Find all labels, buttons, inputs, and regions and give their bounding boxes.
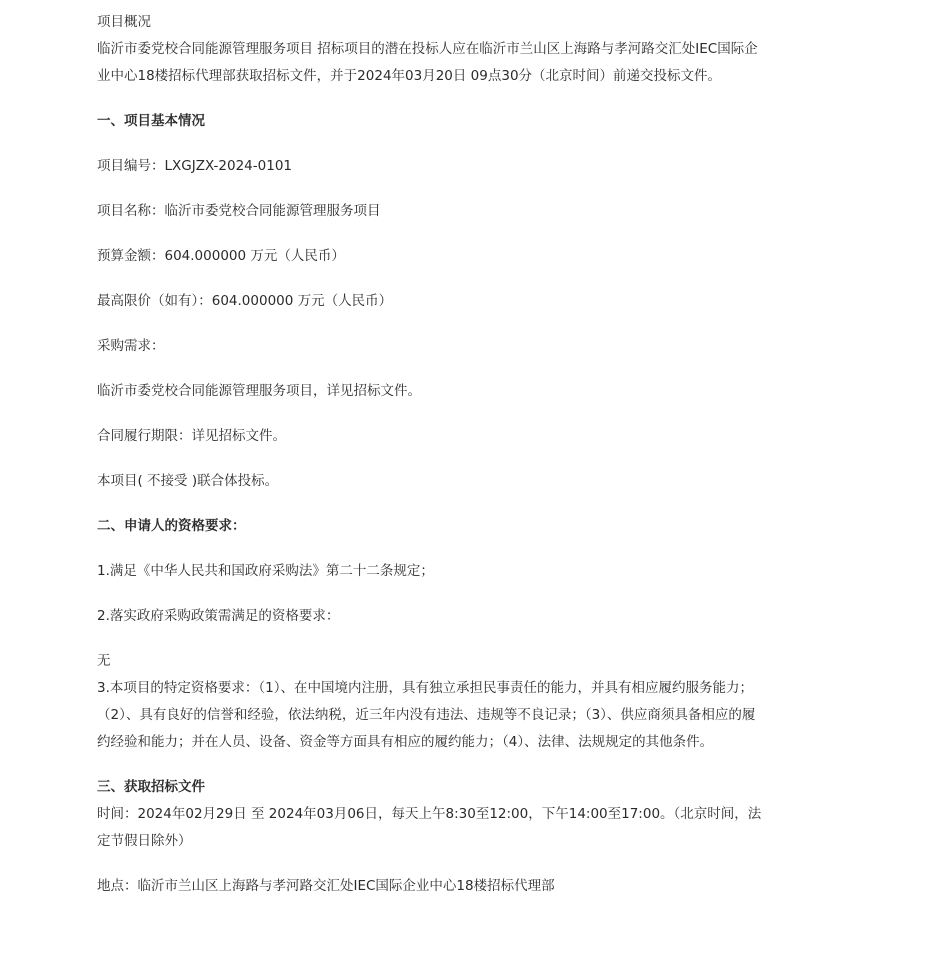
max-price: 最高限价（如有）：604.000000 万元（人民币） [97, 293, 393, 309]
budget-amount: 预算金额：604.000000 万元（人民币） [97, 248, 345, 264]
contract-period: 合同履行期限：详见招标文件。 [97, 428, 286, 444]
requirement-1: 1.满足《中华人民共和国政府采购法》第二十二条规定； [97, 563, 434, 579]
demand-text: 临沂市委党校合同能源管理服务项目，详见招标文件。 [97, 383, 421, 399]
acquisition-time: 时间：2024年02月29日 至 2024年03月06日，每天上午8:30至12:00，下午14:00至17:00。（北京时间，法定节假日除外） [97, 806, 762, 849]
tender-notice-document [97, 9, 762, 900]
project-number: 项目编号：LXGJZX-2024-0101 [97, 158, 292, 174]
requirement-2-value: 无 [97, 653, 111, 669]
consortium-note: 本项目( 不接受 )联合体投标。 [97, 473, 279, 489]
section2-heading: 二、申请人的资格要求： [97, 518, 246, 534]
requirement-3: 3.本项目的特定资格要求：（1）、在中国境内注册，具有独立承担民事责任的能力，并具有相应履约服务能力；（2）、具有良好的信誉和经验，依法纳税，近三年内没有违法、违规等不良记录；（3）、供应商须具备相应的履约经验和能力；并在人员、设备、资金等方面具有相应的履约能力；（4）、法律、法规规定的其他条件。 [97, 680, 756, 750]
overview-title: 项目概况 [97, 14, 151, 30]
requirement-2: 2.落实政府采购政策需满足的资格要求： [97, 608, 340, 624]
acquisition-place: 地点：临沂市兰山区上海路与孝河路交汇处IEC国际企业中心18楼招标代理部 [97, 878, 555, 894]
section1-heading: 一、项目基本情况 [97, 113, 205, 129]
demand-label: 采购需求： [97, 338, 165, 354]
section3-heading: 三、获取招标文件 [97, 779, 205, 795]
project-name: 项目名称：临沂市委党校合同能源管理服务项目 [97, 203, 381, 219]
overview-text: 临沂市委党校合同能源管理服务项目 招标项目的潜在投标人应在临沂市兰山区上海路与孝河路交汇处IEC国际企业中心18楼招标代理部获取招标文件，并于2024年03月20日 09点30分（北京时间）前递交投标文件。 [97, 41, 758, 84]
